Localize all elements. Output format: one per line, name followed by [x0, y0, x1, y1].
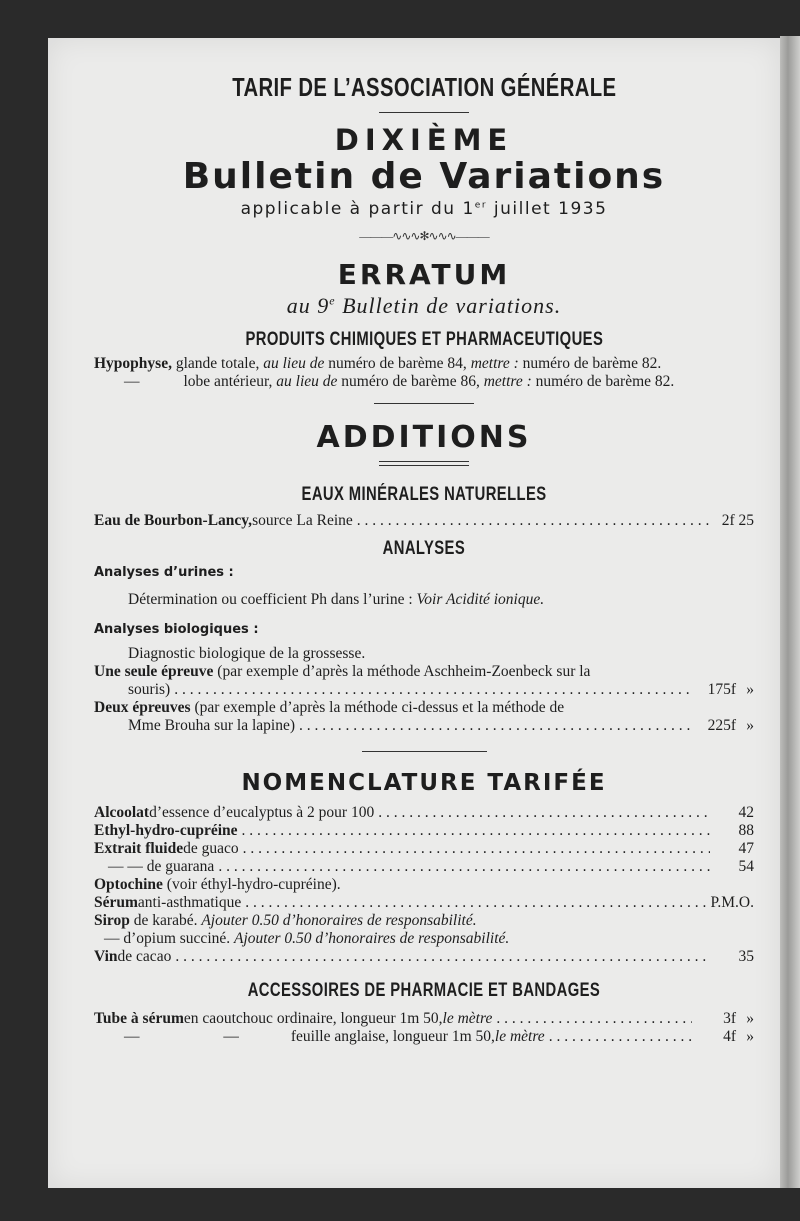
erratum-l1-bold: Hypophyse, [94, 355, 172, 372]
accessoires-header [94, 980, 754, 1004]
leader-dots [357, 512, 710, 530]
tarif-header [94, 72, 754, 102]
row-price: 42 [738, 804, 754, 821]
serum-bold: Sérum [94, 894, 138, 911]
opium-line [94, 930, 754, 948]
nomenclature-row-2 [94, 840, 754, 858]
optochine-rest: (voir éthyl-hydro-cupréine). [162, 876, 341, 893]
feuille-it: le mètre [494, 1028, 545, 1045]
row-price: 47 [738, 840, 754, 857]
row-bold: Extrait fluide [94, 840, 184, 857]
opium-a: — d’opium succiné. [104, 930, 235, 947]
feuille-row [94, 1028, 754, 1046]
leader-dots [299, 717, 692, 735]
urines-label: Analyses d’urines : [94, 565, 234, 580]
sirop-it: Ajouter 0.50 d’honoraires de responsabilité. [201, 912, 477, 929]
row-rest: — — de guarana [108, 858, 215, 875]
ornament-divider: ———∿∿∿✻∿∿∿——— [359, 229, 489, 243]
leader-dots [496, 1010, 692, 1028]
accessoires-heading: ACCESSOIRES DE PHARMACIE ET BANDAGES [247, 980, 601, 1001]
deux-bold: Deux épreuves [94, 699, 191, 716]
eau-bourbon-row [94, 512, 754, 530]
produits-heading: PRODUITS CHIMIQUES ET PHARMACEUTIQUES [245, 329, 603, 350]
leader-dots [174, 681, 692, 699]
applicable-date [94, 199, 754, 219]
leader-dots [378, 804, 710, 822]
analyses-heading: ANALYSES [382, 538, 466, 559]
tube-it: le mètre [442, 1010, 493, 1027]
divider [379, 461, 469, 462]
vin-bold: Vin [94, 948, 118, 965]
sirop-line [94, 912, 754, 930]
erratum-l1-b: numéro de barème 84, [324, 355, 471, 372]
serum-rest: anti-asthmatique [137, 894, 242, 911]
row-rest: de guaco [183, 840, 239, 857]
vin-price: 35 [738, 948, 754, 965]
divider [379, 112, 469, 113]
leader-dots [245, 894, 706, 912]
leader-dots [242, 822, 710, 840]
applicable-date-text: juillet 1935 [487, 199, 608, 219]
leader-dots [243, 840, 710, 858]
additions-title: ADDITIONS [316, 420, 532, 455]
erratum-l1-c: numéro de barème 82. [518, 355, 662, 372]
row-rest: d’essence d’eucalyptus à 2 pour 100 [149, 804, 375, 821]
erratum-l2-b: numéro de barème 86, [337, 373, 484, 390]
feuille-sfx: » [746, 1028, 754, 1045]
serum-price: P.M.O. [710, 894, 754, 911]
row-bold: Ethyl-hydro-cupréine [94, 822, 238, 839]
sirop-a: de karabé. [129, 912, 202, 929]
erratum-line-2 [94, 373, 754, 391]
tube-bold: Tube à sérum [94, 1010, 184, 1027]
erratum-title: ERRATUM [337, 258, 511, 291]
erratum-line-1 [94, 355, 754, 373]
serum-row [94, 894, 754, 912]
feuille-rest: feuille anglaise, longueur 1m 50, [290, 1028, 495, 1045]
tube-rest: en caoutchouc ordinaire, longueur 1m 50, [183, 1010, 443, 1027]
deux-epreuves-price-row [94, 717, 754, 735]
tarif-heading: TARIF DE L’ASSOCIATION GÉNÉRALE [231, 72, 617, 102]
leader-dots [218, 858, 710, 876]
nomenclature-list [94, 804, 754, 966]
bio-label: Analyses biologiques : [94, 622, 259, 637]
erratum-sub-au: au [286, 293, 318, 318]
seule-bold: Une seule épreuve [94, 663, 214, 680]
deux-sfx: » [746, 717, 754, 734]
eau-bold: Eau de Bourbon-Lancy, [94, 512, 253, 529]
deux-price: 225f [707, 717, 736, 734]
erratum-l2-a: lobe antérieur, [183, 373, 277, 390]
divider [362, 751, 487, 752]
divider [379, 465, 469, 466]
document-content [94, 38, 754, 1046]
seule-rest: (par exemple d’après la méthode Aschheim-Zoenbeck sur la [213, 663, 591, 680]
tube-price: 3f [723, 1010, 736, 1027]
eau-price: 2f 25 [721, 512, 754, 529]
seule-sfx: » [746, 681, 754, 698]
row-price: 54 [738, 858, 754, 875]
applicable-text: applicable à partir du 1 [240, 199, 475, 219]
row-price: 88 [738, 822, 754, 839]
row-bold: Alcoolat [94, 804, 150, 821]
leader-dots [549, 1028, 692, 1046]
bio-text: Diagnostic biologique de la grossesse. [128, 645, 366, 662]
nomenclature-title: NOMENCLATURE TARIFÉE [241, 770, 607, 796]
nomenclature-row-1 [94, 822, 754, 840]
vin-row [94, 948, 754, 966]
tube-row [94, 1010, 754, 1028]
seule-epreuve-line [94, 663, 754, 681]
deux-l2: Mme Brouha sur la lapine) [128, 717, 296, 734]
page-edge [780, 36, 800, 1188]
feuille-dash: — — [124, 1028, 239, 1045]
erratum-l2-c: numéro de barème 82. [531, 373, 675, 390]
applicable-sup: er [474, 200, 488, 211]
erratum-sub-sup: e [329, 293, 336, 308]
document-page [48, 38, 780, 1188]
erratum-l2-it1: au lieu de [276, 373, 338, 390]
urines-text-it: Voir Acidité ionique. [416, 591, 545, 608]
nomenclature-row-0 [94, 804, 754, 822]
produits-header [94, 329, 754, 353]
feuille-price: 4f [723, 1028, 736, 1045]
eau-rest: source La Reine [252, 512, 353, 529]
erratum-l1-it2: mettre : [470, 355, 519, 372]
urines-text [94, 591, 754, 609]
erratum-subtitle [94, 293, 754, 319]
erratum-sub-num: 9 [317, 293, 330, 318]
vin-rest: de cacao [117, 948, 172, 965]
tube-sfx: » [746, 1010, 754, 1027]
optochine-line [94, 876, 754, 894]
bulletin-title: Bulletin de Variations [182, 156, 666, 197]
urines-text-main: Détermination ou coefficient Ph dans l’urine : [128, 591, 417, 608]
deux-epreuves-line [94, 699, 754, 717]
leader-dots [175, 948, 710, 966]
deux-rest: (par exemple d’après la méthode ci-dessus et la méthode de [190, 699, 565, 716]
erratum-l2-it2: mettre : [483, 373, 532, 390]
dixieme-heading: DIXIÈME [334, 123, 514, 157]
erratum-l1-it1: au lieu de [263, 355, 325, 372]
nomenclature-row-3 [94, 858, 754, 876]
erratum-l1-a: glande totale, [171, 355, 264, 372]
eaux-header [94, 484, 754, 508]
seule-epreuve-price-row [94, 681, 754, 699]
seule-l2: souris) [128, 681, 171, 698]
optochine-bold: Optochine [94, 876, 163, 893]
erratum-sub-rest: Bulletin de variations. [335, 293, 562, 318]
opium-it: Ajouter 0.50 d’honoraires de responsabilité. [234, 930, 510, 947]
sirop-bold: Sirop [94, 912, 130, 929]
analyses-header [94, 538, 754, 562]
divider [374, 403, 474, 404]
eaux-heading: EAUX MINÉRALES NATURELLES [301, 484, 547, 505]
seule-price: 175f [707, 681, 736, 698]
erratum-l2-dash: — [124, 373, 140, 390]
